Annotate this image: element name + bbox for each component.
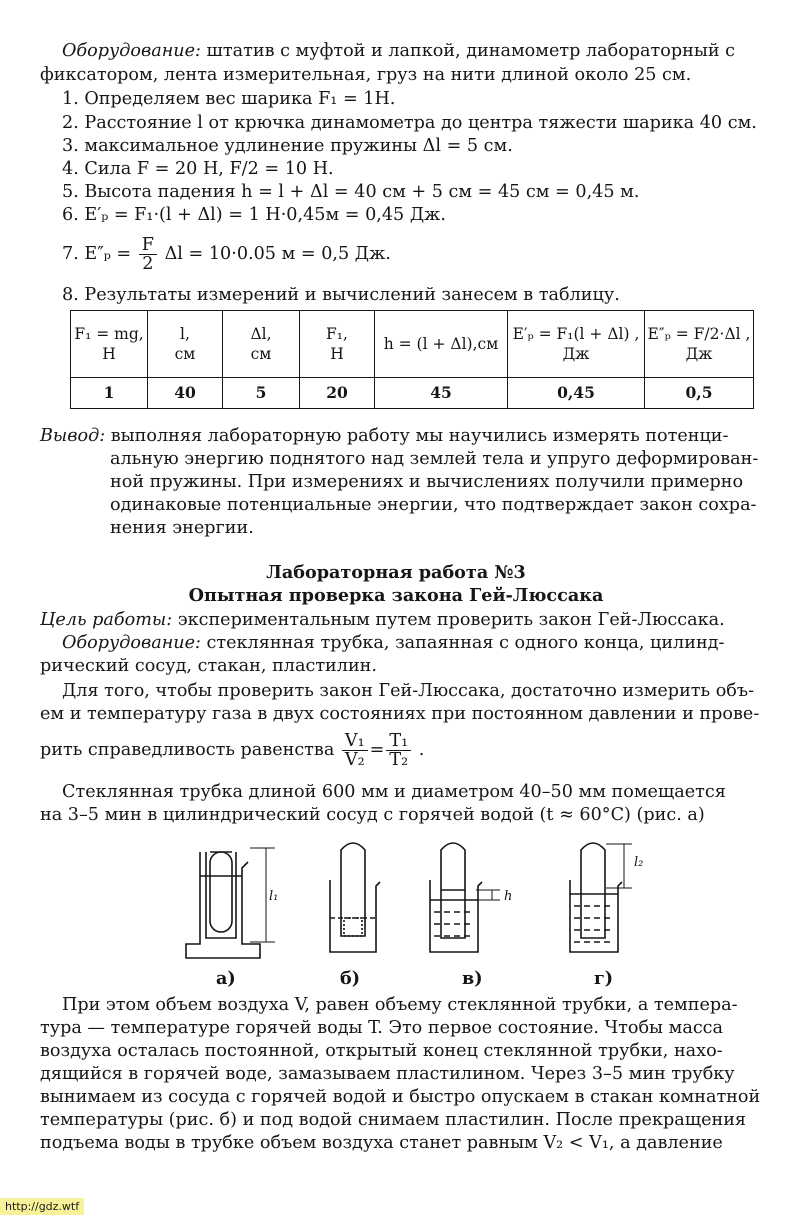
conclusion-line-2: альную энергию поднятого над землей тела и упруго деформирован- [110, 449, 759, 469]
table-cell: 5 [223, 378, 300, 409]
step-1: 1. Определяем вес шарика F₁ = 1Н. [62, 89, 396, 109]
v1: V₁ [342, 732, 368, 751]
lab3-subtitle: Опытная проверка закона Гей-Люссака [188, 585, 604, 606]
p3-line-7: подъема воды в трубке объем воздуха станет равным V₂ < V₁, а давление [40, 1133, 723, 1153]
step-7-numerator: F [139, 236, 157, 255]
lab3-equipment-line-2: рический сосуд, стакан, пластилин. [40, 656, 377, 676]
p3-line-5: вынимаем из сосуда с горячей водой и быстро опускаем в стакан комнатной [40, 1087, 761, 1107]
table-cell: 40 [148, 378, 223, 409]
p1-line-1: Для того, чтобы проверить закон Гей-Люссака, достаточно измерить объ- [62, 681, 755, 701]
figure-label-b: б) [340, 968, 361, 989]
conclusion-label: Вывод: [40, 426, 106, 446]
table-cell: 20 [300, 378, 375, 409]
p2-line-2: на 3–5 мин в цилиндрический сосуд с горячей водой (t ≈ 60°C) (рис. а) [40, 805, 705, 825]
step-7-left: 7. E″ₚ = [62, 244, 132, 264]
equipment-line-2: фиксатором, лента измерительная, груз на нити длиной около 25 см. [40, 65, 692, 85]
conclusion-line-3: ной пружины. При измерениях и вычислениях получили примерно [110, 472, 744, 492]
lab3-goal [40, 609, 725, 631]
table-header-cell: Δl, см [223, 311, 300, 378]
figure-mark-l2: l₂ [634, 855, 644, 870]
conclusion-text-1: выполняя лабораторную работу мы научились измерять потенци- [110, 426, 729, 446]
lab3-equipment-label: Оборудование: [62, 633, 201, 653]
t1: T₁ [386, 732, 411, 751]
t2: T₂ [389, 749, 409, 770]
figure-mark-l1: l₁ [269, 889, 279, 904]
figure-label-c: в) [462, 968, 483, 989]
equipment-line-1 [62, 40, 735, 62]
step-7-right: Δl = 10·0.05 м = 0,5 Дж. [164, 244, 391, 264]
p2-line-1: Стеклянная трубка длиной 600 мм и диаметром 40–50 мм помещается [62, 782, 726, 802]
table-header-cell: F₁, Н [300, 311, 375, 378]
step-7 [62, 234, 391, 274]
watermark-link[interactable]: http://gdz.wtf [0, 1198, 84, 1215]
conclusion-line-4: одинаковые потенциальные энергии, что подтверждает закон сохра- [110, 495, 757, 515]
table-header-cell: E′ₚ = F₁(l + Δl) , Дж [508, 311, 645, 378]
p3-line-2: тура — температуре горячей воды T. Это первое состояние. Чтобы масса [40, 1018, 724, 1038]
table-cell: 0,45 [508, 378, 645, 409]
table-header-cell: l, см [148, 311, 223, 378]
figure-label-a: а) [216, 968, 236, 989]
table-header-row [71, 311, 754, 378]
figure-b-vessel [330, 843, 380, 952]
step-6: 6. E′ₚ = F₁·(l + Δl) = 1 Н·0,45м = 0,45 Дж. [62, 205, 446, 225]
temperature-ratio [386, 732, 411, 769]
step-4: 4. Сила F = 20 Н, F/2 = 10 Н. [62, 159, 334, 179]
step-8: 8. Результаты измерений и вычислений занесем в таблицу. [62, 285, 620, 305]
results-table [70, 310, 754, 409]
lab3-equipment-text: стеклянная трубка, запаянная с одного конца, цилинд- [200, 633, 725, 653]
experiment-figure [180, 838, 660, 966]
table-header-cell: h = (l + Δl),см [375, 311, 508, 378]
p3-line-4: дящийся в горячей воде, замазываем пластилином. Через 3–5 мин трубку [40, 1064, 735, 1084]
equipment-text: штатив с муфтой и лапкой, динамометр лабораторный с [200, 41, 736, 61]
p1-line-3-text: рить справедливость равенства [40, 740, 335, 760]
conclusion-line-1 [40, 425, 728, 447]
figure-mark-h: h [504, 889, 513, 904]
figure-c-vessel [430, 843, 500, 952]
conclusion-line-5: нения энергии. [110, 518, 254, 538]
p1-line-2: ем и температуру газа в двух состояниях при постоянном давлении и прове- [40, 704, 760, 724]
p3-line-6: температуры (рис. б) и под водой снимаем пластилин. После прекращения [40, 1110, 747, 1130]
volume-ratio [342, 732, 368, 769]
table-row [71, 378, 754, 409]
step-5: 5. Высота падения h = l + Δl = 40 см + 5 см = 45 см = 0,45 м. [62, 182, 640, 202]
table-cell: 45 [375, 378, 508, 409]
equipment-label: Оборудование: [62, 41, 201, 61]
lab3-equipment [62, 632, 724, 654]
p3-line-3: воздуха осталась постоянной, открытый конец стеклянной трубки, нахо- [40, 1041, 723, 1061]
goal-text: экспериментальным путем проверить закон Гей-Люссака. [172, 610, 725, 630]
lab3-title: Лабораторная работа №3 [266, 562, 526, 583]
v2: V₂ [344, 749, 365, 770]
table-header-cell: E″ₚ = F/2·Δl , Дж [645, 311, 754, 378]
step-7-fraction [139, 236, 157, 273]
p1-line-3: рить справедливость равенства $\frac{\text{V₁}}{\text{V₂}}$ = $\frac{\text{T₁}}{\text{T₂}}$ . [40, 730, 425, 770]
p3-line-1: При этом объем воздуха V, равен объему стеклянной трубки, а темпера- [62, 995, 738, 1015]
figure-d-vessel [570, 843, 632, 952]
step-2: 2. Расстояние l от крючка динамометра до центра тяжести шарика 40 см. [62, 113, 757, 133]
figure-label-d: г) [594, 968, 614, 989]
figure-a-vessel [186, 848, 275, 958]
table-cell: 1 [71, 378, 148, 409]
goal-label: Цель работы: [40, 610, 173, 630]
table-header-cell: F₁ = mg, Н [71, 311, 148, 378]
step-7-denominator: 2 [142, 253, 154, 274]
step-3: 3. максимальное удлинение пружины Δl = 5 см. [62, 136, 513, 156]
table-cell: 0,5 [645, 378, 754, 409]
